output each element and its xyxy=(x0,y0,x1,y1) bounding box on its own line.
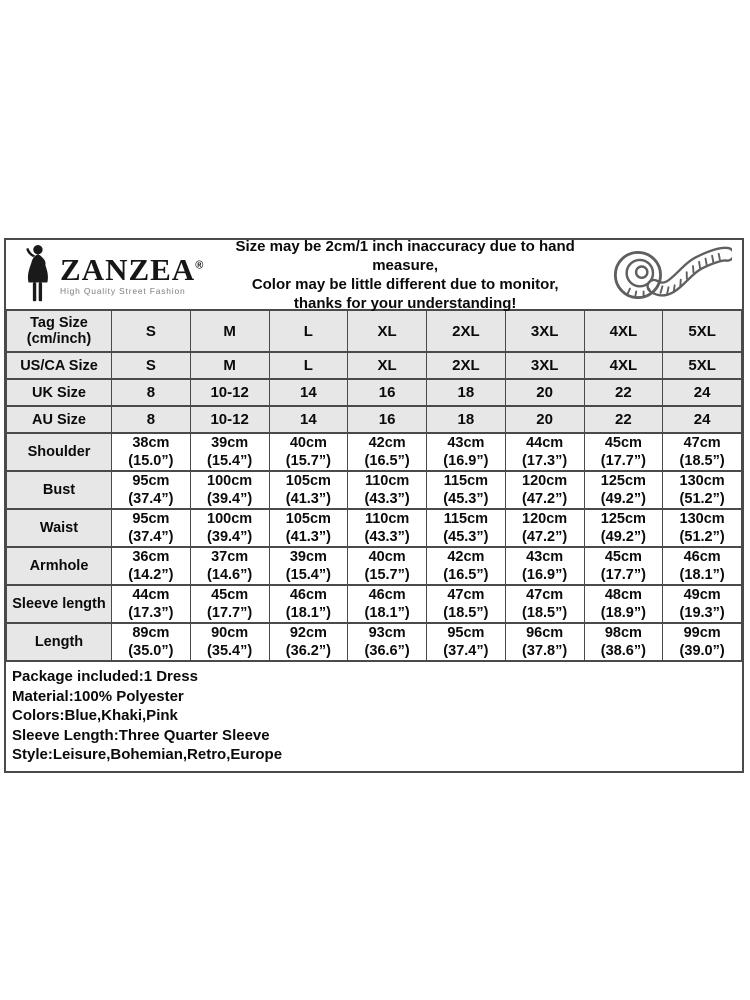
row-label-cell: Bust xyxy=(7,471,112,509)
measurement-cell: 43cm (16.9”) xyxy=(427,433,506,471)
measurement-cell: 45cm (17.7”) xyxy=(190,585,269,623)
disclaimer-line: Size may be 2cm/1 inch inaccuracy due to hand measure, xyxy=(235,237,575,274)
size-value-cell: 2XL xyxy=(427,310,506,352)
row-label-cell: Shoulder xyxy=(7,433,112,471)
table-row xyxy=(7,471,742,509)
measurement-cell: 115cm (45.3”) xyxy=(427,509,506,547)
table-row xyxy=(7,623,742,661)
measurement-cell: 110cm (43.3”) xyxy=(348,471,427,509)
measurement-cell: 38cm (15.0”) xyxy=(112,433,191,471)
product-detail-line: Material:100% Polyester xyxy=(12,687,184,705)
measurement-cell: 40cm (15.7”) xyxy=(269,433,348,471)
row-label-cell: Armhole xyxy=(7,547,112,585)
brand-name-text: ZANZEA xyxy=(60,251,196,287)
brand-text xyxy=(60,251,205,296)
measurement-cell: 44cm (17.3”) xyxy=(505,433,584,471)
measurement-cell: 96cm (37.8”) xyxy=(505,623,584,661)
measurement-cell: 110cm (43.3”) xyxy=(348,509,427,547)
measurement-cell: 46cm (18.1”) xyxy=(348,585,427,623)
size-value-cell: 14 xyxy=(269,379,348,406)
measurement-cell: 89cm (35.0”) xyxy=(112,623,191,661)
table-row xyxy=(7,433,742,471)
size-value-cell: 16 xyxy=(348,379,427,406)
measurement-cell: 98cm (38.6”) xyxy=(584,623,663,661)
measurement-cell: 45cm (17.7”) xyxy=(584,433,663,471)
row-label-cell: Length xyxy=(7,623,112,661)
size-value-cell: 22 xyxy=(584,406,663,433)
product-detail-line: Package included:1 Dress xyxy=(12,668,198,685)
size-value-cell: 4XL xyxy=(584,352,663,379)
measurement-cell: 92cm (36.2”) xyxy=(269,623,348,661)
size-value-cell: L xyxy=(269,310,348,352)
measurement-cell: 95cm (37.4”) xyxy=(112,471,191,509)
size-value-cell: 20 xyxy=(505,406,584,433)
row-label-cell: US/CA Size xyxy=(7,352,112,379)
size-value-cell: S xyxy=(112,310,191,352)
table-row xyxy=(7,585,742,623)
size-value-cell: M xyxy=(190,310,269,352)
measurement-cell: 130cm (51.2”) xyxy=(663,471,742,509)
brand-name xyxy=(60,251,205,287)
size-value-cell: 14 xyxy=(269,406,348,433)
product-details xyxy=(6,662,742,771)
size-value-cell: M xyxy=(190,352,269,379)
size-value-cell: S xyxy=(112,352,191,379)
measurement-cell: 43cm (16.9”) xyxy=(505,547,584,585)
measurement-cell: 47cm (18.5”) xyxy=(427,585,506,623)
size-value-cell: 5XL xyxy=(663,310,742,352)
measurement-cell: 39cm (15.4”) xyxy=(190,433,269,471)
measurement-cell: 130cm (51.2”) xyxy=(663,509,742,547)
measurement-cell: 90cm (35.4”) xyxy=(190,623,269,661)
measurement-cell: 44cm (17.3”) xyxy=(112,585,191,623)
measurement-cell: 105cm (41.3”) xyxy=(269,471,348,509)
measurement-cell: 99cm (39.0”) xyxy=(663,623,742,661)
size-value-cell: 20 xyxy=(505,379,584,406)
measurement-cell: 95cm (37.4”) xyxy=(427,623,506,661)
table-row xyxy=(7,509,742,547)
disclaimer-text xyxy=(204,237,606,313)
measurement-cell: 42cm (16.5”) xyxy=(348,433,427,471)
row-label-cell: UK Size xyxy=(7,379,112,406)
size-value-cell: 24 xyxy=(663,379,742,406)
measurement-cell: 46cm (18.1”) xyxy=(269,585,348,623)
row-label-cell: Tag Size (cm/inch) xyxy=(7,310,112,352)
measurement-cell: 47cm (18.5”) xyxy=(663,433,742,471)
size-value-cell: 8 xyxy=(112,406,191,433)
measurement-cell: 120cm (47.2”) xyxy=(505,509,584,547)
size-value-cell: 24 xyxy=(663,406,742,433)
measurement-cell: 100cm (39.4”) xyxy=(190,509,269,547)
measurement-cell: 100cm (39.4”) xyxy=(190,471,269,509)
table-row xyxy=(7,352,742,379)
measurement-cell: 39cm (15.4”) xyxy=(269,547,348,585)
product-detail-line: Style:Leisure,Bohemian,Retro,Europe xyxy=(12,746,283,764)
measurement-cell: 125cm (49.2”) xyxy=(584,471,663,509)
measurement-cell: 36cm (14.2”) xyxy=(112,547,191,585)
table-row xyxy=(7,379,742,406)
size-value-cell: 10-12 xyxy=(190,379,269,406)
size-value-cell: 2XL xyxy=(427,352,506,379)
registered-mark: ® xyxy=(195,259,205,272)
row-label-cell: Sleeve length xyxy=(7,585,112,623)
size-value-cell: 4XL xyxy=(584,310,663,352)
measurement-cell: 95cm (37.4”) xyxy=(112,509,191,547)
row-label-cell: AU Size xyxy=(7,406,112,433)
measurement-cell: 49cm (19.3”) xyxy=(663,585,742,623)
measurement-cell: 120cm (47.2”) xyxy=(505,471,584,509)
measurement-cell: 125cm (49.2”) xyxy=(584,509,663,547)
measurement-cell: 46cm (18.1”) xyxy=(663,547,742,585)
measurement-cell: 47cm (18.5”) xyxy=(505,585,584,623)
size-value-cell: 18 xyxy=(427,379,506,406)
product-detail-line: Sleeve Length:Three Quarter Sleeve xyxy=(12,726,270,744)
size-value-cell: 22 xyxy=(584,379,663,406)
measurement-cell: 48cm (18.9”) xyxy=(584,585,663,623)
measurement-cell: 105cm (41.3”) xyxy=(269,509,348,547)
size-value-cell: 3XL xyxy=(505,352,584,379)
table-row xyxy=(7,310,742,352)
measurement-cell: 45cm (17.7”) xyxy=(584,547,663,585)
size-value-cell: 3XL xyxy=(505,310,584,352)
measurement-cell: 42cm (16.5”) xyxy=(427,547,506,585)
table-row xyxy=(7,547,742,585)
size-chart-sheet xyxy=(4,238,744,773)
measurement-cell: 93cm (36.6”) xyxy=(348,623,427,661)
size-value-cell: 10-12 xyxy=(190,406,269,433)
size-value-cell: L xyxy=(269,352,348,379)
size-table xyxy=(6,309,742,662)
size-value-cell: XL xyxy=(348,352,427,379)
size-value-cell: 8 xyxy=(112,379,191,406)
brand-logo xyxy=(18,244,204,306)
size-value-cell: 16 xyxy=(348,406,427,433)
header xyxy=(6,237,742,312)
disclaimer-line: thanks for your understanding! xyxy=(293,294,517,312)
size-value-cell: 5XL xyxy=(663,352,742,379)
size-table-body xyxy=(7,310,742,661)
measurement-cell: 37cm (14.6”) xyxy=(190,547,269,585)
product-detail-line: Colors:Blue,Khaki,Pink xyxy=(12,707,178,725)
table-row xyxy=(7,406,742,433)
row-label-cell: Waist xyxy=(7,509,112,547)
measuring-tape-icon xyxy=(606,243,732,307)
measurement-cell: 40cm (15.7”) xyxy=(348,547,427,585)
disclaimer-line: Color may be little different due to monitor, xyxy=(251,275,559,293)
size-value-cell: 18 xyxy=(427,406,506,433)
size-value-cell: XL xyxy=(348,310,427,352)
measurement-cell: 115cm (45.3”) xyxy=(427,471,506,509)
woman-silhouette-icon xyxy=(18,244,56,306)
brand-tagline: High Quality Street Fashion xyxy=(60,285,186,296)
